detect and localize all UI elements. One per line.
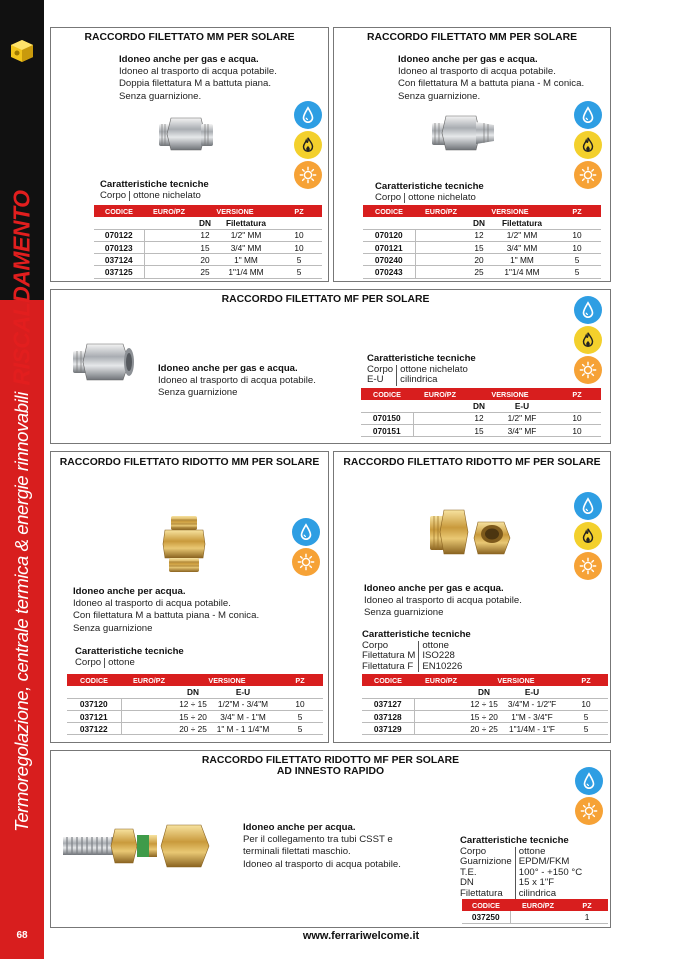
spec-title: Caratteristiche tecniche bbox=[367, 353, 476, 364]
product-title: RACCORDO FILETTATO RIDOTTO MF PER SOLARE bbox=[201, 755, 460, 766]
spec-value: ottone bbox=[515, 847, 582, 858]
col-header: VERSIONE bbox=[177, 674, 277, 686]
qty-cell: 10 bbox=[553, 229, 601, 241]
spec-key: Filettatura M bbox=[362, 650, 416, 661]
footer-url[interactable]: www.ferrariwelcome.it bbox=[302, 930, 420, 942]
dn-cell: 15 bbox=[467, 242, 491, 254]
version-cell: 1" MM bbox=[491, 254, 553, 266]
version-cell: 1"1/4 MM bbox=[216, 266, 276, 278]
fitting-cube-icon bbox=[9, 38, 35, 64]
sub-header: Filettatura bbox=[491, 217, 553, 229]
qty-cell: 10 bbox=[553, 425, 601, 437]
sub-header: E-U bbox=[491, 400, 553, 412]
section-subtitle: Termoregolazione, centrale termica & energie rinnovabili bbox=[11, 392, 32, 832]
col-header: CODICE bbox=[363, 205, 415, 217]
spec-value: ISO228 bbox=[419, 651, 463, 662]
table-row bbox=[363, 242, 601, 254]
water-drop-icon bbox=[574, 492, 602, 520]
col-header: PZ bbox=[553, 388, 601, 400]
product-table bbox=[94, 205, 322, 279]
dn-cell: 20 ÷ 25 bbox=[468, 723, 500, 735]
usage-icons bbox=[575, 767, 605, 827]
col-header: CODICE bbox=[362, 674, 414, 686]
desc-line: Idoneo al trasporto di acqua potabile. bbox=[119, 66, 277, 78]
spec-key: Filettatura F bbox=[362, 660, 414, 672]
spec-key: Corpo bbox=[100, 189, 127, 201]
col-header: EURO/PZ bbox=[413, 388, 467, 400]
sub-header: DN bbox=[468, 686, 500, 698]
product-description bbox=[243, 822, 401, 871]
col-header: VERSIONE bbox=[467, 205, 553, 217]
table-row bbox=[94, 254, 322, 266]
sun-icon bbox=[574, 552, 602, 580]
product-code: 070240 bbox=[363, 254, 415, 266]
water-drop-icon bbox=[292, 518, 320, 546]
usage-icons bbox=[574, 492, 604, 582]
table-row bbox=[363, 254, 601, 266]
desc-line: terminali filettati maschio. bbox=[243, 846, 351, 858]
desc-line: Idoneo al trasporto di acqua potabile. bbox=[73, 598, 231, 610]
product-card-2 bbox=[333, 27, 611, 282]
col-header: EURO/PZ bbox=[144, 205, 194, 217]
gas-flame-icon bbox=[574, 131, 602, 159]
sub-header: DN bbox=[194, 217, 216, 229]
product-code: 070120 bbox=[363, 229, 415, 241]
version-cell: 1/2" MM bbox=[216, 229, 276, 241]
table-row bbox=[67, 711, 323, 723]
col-header: CODICE bbox=[94, 205, 144, 217]
sub-header: DN bbox=[177, 686, 209, 698]
version-cell: 3/4" MF bbox=[491, 425, 553, 437]
version-cell: 1/2" MF bbox=[491, 412, 553, 424]
qty-cell: 10 bbox=[553, 242, 601, 254]
desc-line: Con filettatura M a battuta piana - M conica. bbox=[398, 78, 585, 90]
desc-line: Con filettatura M a battuta piana - M conica. bbox=[73, 610, 260, 622]
spec-key: Filettatura bbox=[460, 887, 503, 899]
table-row bbox=[363, 229, 601, 241]
dn-cell: 15 ÷ 20 bbox=[468, 711, 500, 723]
table-row bbox=[362, 723, 608, 735]
version-cell: 1"M - 3/4"F bbox=[500, 711, 564, 723]
gas-flame-icon bbox=[574, 522, 602, 550]
col-header: VERSIONE bbox=[468, 674, 564, 686]
spec-key: Corpo bbox=[460, 845, 487, 857]
product-image bbox=[430, 508, 512, 564]
desc-line: Senza guarnizione bbox=[158, 387, 238, 399]
product-code: 070122 bbox=[94, 229, 144, 241]
version-cell: 1"1/4M - 1"F bbox=[500, 723, 564, 735]
desc-line: Idoneo anche per gas e acqua. bbox=[364, 583, 504, 594]
table-row bbox=[363, 266, 601, 278]
product-code: 070121 bbox=[363, 242, 415, 254]
sun-icon bbox=[574, 356, 602, 384]
sub-header: DN bbox=[467, 400, 491, 412]
spec-value: 100° - +150 °C bbox=[515, 868, 582, 879]
product-code: 070150 bbox=[361, 412, 413, 424]
version-cell: 3/4" MM bbox=[491, 242, 553, 254]
sub-header: DN bbox=[467, 217, 491, 229]
spec-title: Caratteristiche tecniche bbox=[362, 629, 471, 640]
qty-cell: 10 bbox=[553, 412, 601, 424]
dn-cell: 20 bbox=[194, 254, 216, 266]
desc-line: Idoneo anche per acqua. bbox=[73, 586, 186, 597]
usage-icons bbox=[294, 101, 324, 191]
spec-key: Corpo bbox=[367, 363, 394, 375]
col-header: EURO/PZ bbox=[415, 205, 467, 217]
spec-key: Guarnizione bbox=[460, 856, 512, 867]
water-drop-icon bbox=[574, 296, 602, 324]
desc-line: Senza guarnizione bbox=[73, 622, 153, 634]
technical-specs bbox=[375, 182, 484, 203]
product-table bbox=[362, 674, 608, 735]
product-description bbox=[398, 54, 584, 103]
product-table bbox=[363, 205, 601, 279]
product-title: RACCORDO FILETTATO RIDOTTO MF PER SOLARE bbox=[343, 457, 601, 468]
product-code: 037120 bbox=[67, 698, 121, 710]
version-cell: 1/2" MM bbox=[491, 229, 553, 241]
desc-line: Idoneo anche per gas e acqua. bbox=[398, 54, 538, 65]
version-cell: 1" MM bbox=[216, 254, 276, 266]
product-table bbox=[361, 388, 601, 437]
col-header: PZ bbox=[564, 674, 608, 686]
sun-icon bbox=[575, 797, 603, 825]
spec-key: Corpo bbox=[362, 639, 389, 651]
product-code: 070123 bbox=[94, 242, 144, 254]
table-row bbox=[462, 911, 608, 923]
spec-value: ottone nichelato bbox=[405, 193, 476, 204]
col-header: EURO/PZ bbox=[414, 674, 468, 686]
version-cell: 1" M - 1 1/4"M bbox=[209, 723, 277, 735]
technical-specs bbox=[362, 630, 471, 672]
desc-line: Idoneo al trasporto di acqua potabile. bbox=[398, 66, 556, 78]
product-table bbox=[67, 674, 323, 735]
qty-cell: 5 bbox=[276, 266, 322, 278]
product-card-5 bbox=[333, 451, 611, 743]
dn-cell: 25 bbox=[194, 266, 216, 278]
sub-header: E-U bbox=[209, 686, 277, 698]
col-header: CODICE bbox=[67, 674, 121, 686]
spec-value: cilindrica bbox=[397, 375, 468, 386]
desc-line: Idoneo anche per gas e acqua. bbox=[119, 54, 259, 65]
version-cell: 3/4" MM bbox=[216, 242, 276, 254]
col-header: PZ bbox=[277, 674, 323, 686]
product-code: 037125 bbox=[94, 266, 144, 278]
product-title: RACCORDO FILETTATO RIDOTTO MM PER SOLARE bbox=[59, 457, 320, 468]
version-cell: 3/4" M - 1"M bbox=[209, 711, 277, 723]
spec-value: EN10226 bbox=[419, 662, 463, 673]
qty-cell: 5 bbox=[276, 254, 322, 266]
gas-flame-icon bbox=[574, 326, 602, 354]
spec-key: Corpo bbox=[75, 656, 102, 668]
product-card-1 bbox=[50, 27, 329, 282]
version-cell: 3/4"M - 1/2"F bbox=[500, 698, 564, 710]
desc-line: Senza guarnizione. bbox=[119, 90, 202, 102]
col-header: VERSIONE bbox=[194, 205, 276, 217]
col-header: VERSIONE bbox=[467, 388, 553, 400]
product-code: 037250 bbox=[462, 911, 510, 923]
product-code: 037127 bbox=[362, 698, 414, 710]
dn-cell: 12 ÷ 15 bbox=[177, 698, 209, 710]
price-cell bbox=[510, 911, 566, 923]
product-description bbox=[364, 583, 522, 620]
product-description bbox=[119, 54, 277, 103]
dn-cell: 20 ÷ 25 bbox=[177, 723, 209, 735]
sub-header: E-U bbox=[500, 686, 564, 698]
desc-line: Senza guarnizione bbox=[364, 607, 444, 619]
desc-line: Idoneo anche per acqua. bbox=[243, 822, 356, 833]
spec-value: ottone nichelato bbox=[130, 191, 201, 202]
qty-cell: 10 bbox=[564, 698, 608, 710]
product-image bbox=[73, 340, 135, 384]
product-code: 037128 bbox=[362, 711, 414, 723]
product-code: 037121 bbox=[67, 711, 121, 723]
sun-icon bbox=[574, 161, 602, 189]
product-description bbox=[158, 363, 316, 400]
qty-cell: 10 bbox=[277, 698, 323, 710]
col-header: CODICE bbox=[462, 899, 510, 911]
product-code: 037122 bbox=[67, 723, 121, 735]
technical-specs bbox=[100, 180, 209, 201]
dn-cell: 12 bbox=[194, 229, 216, 241]
dn-cell: 12 ÷ 15 bbox=[468, 698, 500, 710]
qty-cell: 5 bbox=[564, 723, 608, 735]
page-number: 68 bbox=[16, 930, 28, 941]
product-image bbox=[159, 112, 213, 156]
desc-line: Idoneo al trasporto di acqua potabile. bbox=[243, 858, 401, 870]
table-row bbox=[361, 412, 601, 424]
technical-specs bbox=[460, 836, 582, 899]
col-header: EURO/PZ bbox=[510, 899, 566, 911]
dn-cell: 15 bbox=[194, 242, 216, 254]
sub-header: Filettatura bbox=[216, 217, 276, 229]
dn-cell: 12 bbox=[467, 229, 491, 241]
table-row bbox=[94, 266, 322, 278]
product-title: RACCORDO FILETTATO MM PER SOLARE bbox=[366, 32, 578, 43]
spec-title: Caratteristiche tecniche bbox=[460, 835, 569, 846]
spec-key: Corpo bbox=[375, 191, 402, 203]
desc-line: Idoneo al trasporto di acqua potabile. bbox=[158, 375, 316, 387]
product-title: RACCORDO FILETTATO MF PER SOLARE bbox=[221, 294, 430, 305]
product-card-3 bbox=[50, 289, 611, 444]
version-cell: 1/2"M - 3/4"M bbox=[209, 698, 277, 710]
spec-key: E-U bbox=[367, 374, 384, 385]
water-drop-icon bbox=[294, 101, 322, 129]
spec-value: ottone nichelato bbox=[397, 365, 468, 376]
usage-icons bbox=[574, 296, 604, 386]
category-title: RISCALDAMENTO bbox=[8, 190, 35, 386]
product-image bbox=[432, 110, 494, 156]
product-image bbox=[63, 821, 213, 871]
usage-icons bbox=[574, 101, 604, 191]
water-drop-icon bbox=[574, 101, 602, 129]
technical-specs bbox=[75, 647, 184, 668]
desc-line: Senza guarnizione. bbox=[398, 90, 481, 102]
sun-icon bbox=[294, 161, 322, 189]
technical-specs bbox=[367, 354, 476, 386]
product-description bbox=[73, 586, 259, 635]
spec-value: ottone bbox=[105, 658, 135, 669]
product-image bbox=[161, 516, 207, 572]
dn-cell: 20 bbox=[467, 254, 491, 266]
col-header: PZ bbox=[553, 205, 601, 217]
gas-flame-icon bbox=[294, 131, 322, 159]
dn-cell: 12 bbox=[467, 412, 491, 424]
spec-value: EPDM/FKM bbox=[515, 857, 582, 868]
product-card-6 bbox=[50, 750, 611, 928]
desc-line: Per il collegamento tra tubi CSST e bbox=[243, 834, 393, 846]
col-header: EURO/PZ bbox=[121, 674, 177, 686]
spec-value: ottone bbox=[419, 641, 463, 652]
usage-icons bbox=[292, 518, 322, 578]
dn-cell: 25 bbox=[467, 266, 491, 278]
water-drop-icon bbox=[575, 767, 603, 795]
qty-cell: 5 bbox=[553, 254, 601, 266]
table-row bbox=[94, 242, 322, 254]
product-card-4 bbox=[50, 451, 329, 743]
table-row bbox=[94, 229, 322, 241]
spec-title: Caratteristiche tecniche bbox=[100, 179, 209, 190]
spec-key: T.E. bbox=[460, 866, 477, 878]
product-title-line2: AD INNESTO RAPIDO bbox=[276, 766, 385, 777]
qty-cell: 1 bbox=[566, 911, 608, 923]
product-code: 070243 bbox=[363, 266, 415, 278]
product-code: 037129 bbox=[362, 723, 414, 735]
sidebar bbox=[0, 0, 44, 959]
desc-line: Idoneo anche per gas e acqua. bbox=[158, 363, 298, 374]
qty-cell: 5 bbox=[277, 723, 323, 735]
product-code: 037124 bbox=[94, 254, 144, 266]
spec-title: Caratteristiche tecniche bbox=[375, 181, 484, 192]
version-cell: 1"1/4 MM bbox=[491, 266, 553, 278]
desc-line: Doppia filettatura M a battuta piana. bbox=[119, 78, 271, 90]
product-table bbox=[462, 899, 608, 924]
col-header: PZ bbox=[566, 899, 608, 911]
col-header: PZ bbox=[276, 205, 322, 217]
spec-key: DN bbox=[460, 877, 474, 888]
table-row bbox=[362, 698, 608, 710]
spec-value: cilindrica bbox=[515, 889, 582, 900]
table-row bbox=[67, 723, 323, 735]
desc-line: Idoneo al trasporto di acqua potabile. bbox=[364, 595, 522, 607]
qty-cell: 5 bbox=[553, 266, 601, 278]
qty-cell: 5 bbox=[564, 711, 608, 723]
product-title: RACCORDO FILETTATO MM PER SOLARE bbox=[84, 32, 295, 43]
qty-cell: 5 bbox=[277, 711, 323, 723]
spec-title: Caratteristiche tecniche bbox=[75, 646, 184, 657]
product-code: 070151 bbox=[361, 425, 413, 437]
table-row bbox=[361, 425, 601, 437]
sun-icon bbox=[292, 548, 320, 576]
dn-cell: 15 ÷ 20 bbox=[177, 711, 209, 723]
col-header: CODICE bbox=[361, 388, 413, 400]
qty-cell: 10 bbox=[276, 242, 322, 254]
table-row bbox=[67, 698, 323, 710]
spec-value: 15 x 1"F bbox=[515, 878, 582, 889]
qty-cell: 10 bbox=[276, 229, 322, 241]
table-row bbox=[362, 711, 608, 723]
dn-cell: 15 bbox=[467, 425, 491, 437]
